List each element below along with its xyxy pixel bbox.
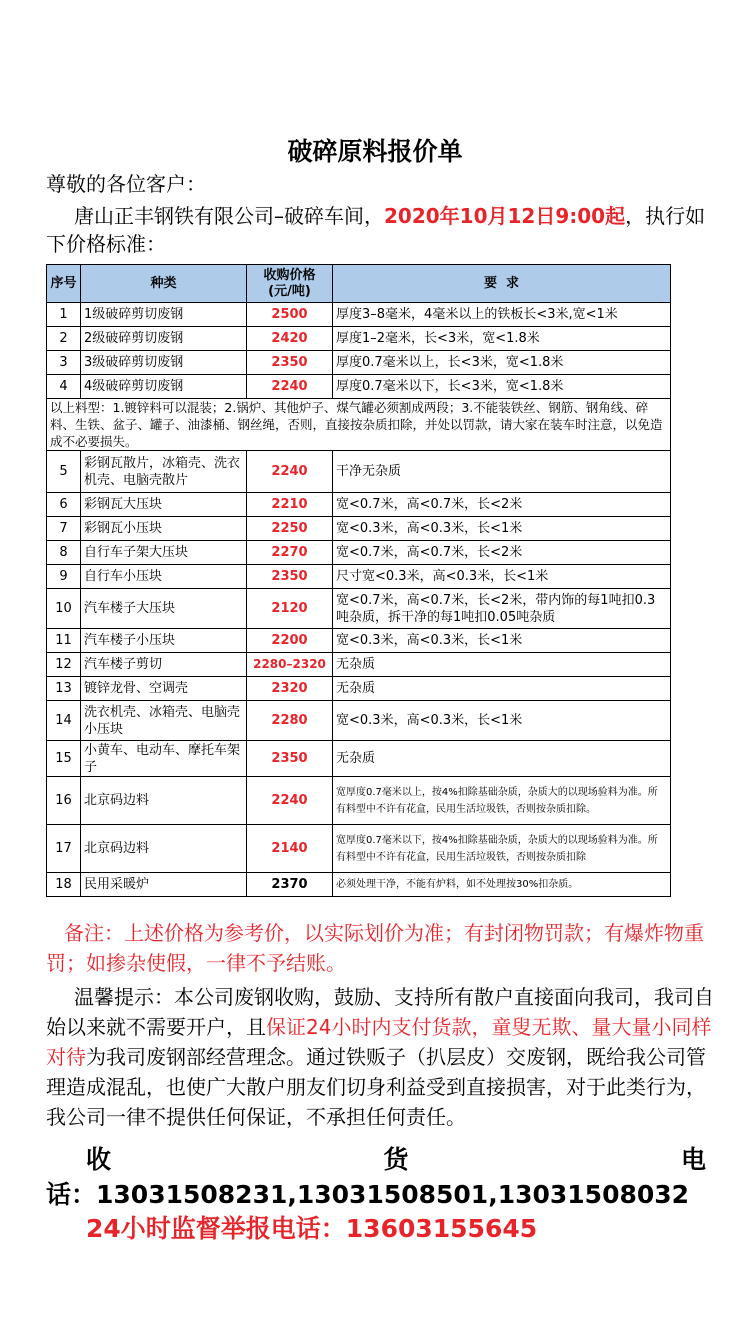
cell-type: 1级破碎剪切废钢: [81, 303, 247, 327]
cell-no: 5: [47, 451, 81, 493]
cell-price: 2210: [247, 493, 333, 517]
table-row: [47, 589, 671, 629]
cell-no: 16: [47, 777, 81, 825]
cell-type: 汽车楼子剪切: [81, 653, 247, 677]
cell-requirement: 厚度1–2毫米，长<3米，宽<1.8米: [333, 327, 671, 351]
table-row: [47, 629, 671, 653]
cell-no: 4: [47, 375, 81, 399]
header-no: 序号: [47, 265, 81, 303]
cell-no: 18: [47, 873, 81, 897]
table-row: [47, 825, 671, 873]
cell-price: 2120: [247, 589, 333, 629]
cell-price: 2240: [247, 777, 333, 825]
cell-requirement: 宽<0.3米，高<0.3米，长<1米: [333, 517, 671, 541]
table-row: [47, 493, 671, 517]
tel-numbers: 13031508231,13031508501,13031508032: [96, 1180, 690, 1209]
tip-text-2: 为我司废钢部经营理念。通过铁贩子（扒层皮）交废钢，既给我公司管理造成混乱，也使广大散户朋友们切身利益受到直接损害，对于此类行为，我公司一律不提供任何保证，不承担任何责任。: [46, 1045, 706, 1129]
cell-no: 3: [47, 351, 81, 375]
material-note-row: [47, 399, 671, 451]
cell-no: 6: [47, 493, 81, 517]
cell-type: 彩钢瓦大压块: [81, 493, 247, 517]
header-type: 种类: [81, 265, 247, 303]
table-row: [47, 741, 671, 777]
tip-highlight-fair: 童叟无欺、量大量小同样对待: [46, 1015, 712, 1069]
cell-no: 2: [47, 327, 81, 351]
effective-date: 2020年10月12日9:00起: [384, 204, 626, 228]
intro-company: 唐山正丰钢铁有限公司–破碎车间，: [74, 204, 384, 228]
cell-no: 13: [47, 677, 81, 701]
cell-requirement: 必须处理干净，不能有炉料，如不处理按30%扣杂质。: [333, 873, 671, 897]
cell-requirement: 无杂质: [333, 677, 671, 701]
table-row: [47, 873, 671, 897]
cell-requirement: 无杂质: [333, 741, 671, 777]
cell-price: 2250: [247, 517, 333, 541]
cell-requirement: 宽<0.7米，高<0.7米，长<2米: [333, 541, 671, 565]
cell-price: 2240: [247, 375, 333, 399]
cell-type: 彩钢瓦散片，冰箱壳、洗衣机壳、电脑壳散片: [81, 451, 247, 493]
table-row: [47, 351, 671, 375]
tel-label: 话：: [46, 1180, 97, 1209]
receiving-char-3: 电: [680, 1145, 706, 1174]
cell-type: 4级破碎剪切废钢: [81, 375, 247, 399]
table-row: [47, 303, 671, 327]
cell-requirement: 厚度0.7毫米以上，长<3米，宽<1.8米: [333, 351, 671, 375]
cell-type: 2级破碎剪切废钢: [81, 327, 247, 351]
cell-requirement: 宽厚度0.7毫米以下，按4%扣除基础杂质，杂质大的以现场验料为准。所有料型中不许有花盒，民用生活垃圾铁，否则按杂质扣除: [333, 825, 671, 873]
receiving-char-1: 收: [86, 1145, 112, 1174]
table-row: [47, 565, 671, 589]
cell-type: 3级破碎剪切废钢: [81, 351, 247, 375]
table-header-row: [47, 265, 671, 303]
tip-comma: ，: [471, 1015, 492, 1039]
cell-price: 2280–2320: [247, 653, 333, 677]
cell-requirement: 宽厚度0.7毫米以上，按4%扣除基础杂质，杂质大的以现场验料为准。所有料型中不许有花盒，民用生活垃圾铁，否则按杂质扣除。: [333, 777, 671, 825]
cell-requirement: 宽<0.7米，高<0.7米，长<2米，带内饰的每1吨扣0.3吨杂质，拆干净的每1吨扣0.05吨杂质: [333, 589, 671, 629]
cell-price: 2370: [247, 873, 333, 897]
intro-after: ，执行如下价格标准：: [46, 204, 706, 256]
cell-no: 9: [47, 565, 81, 589]
cell-type: 彩钢瓦小压块: [81, 517, 247, 541]
warm-tip: [46, 982, 716, 1132]
cell-type: 小黄车、电动车、摩托车架子: [81, 741, 247, 777]
cell-no: 11: [47, 629, 81, 653]
cell-no: 15: [47, 741, 81, 777]
cell-price: 2270: [247, 541, 333, 565]
cell-no: 7: [47, 517, 81, 541]
cell-price: 2240: [247, 451, 333, 493]
cell-price: 2350: [247, 741, 333, 777]
receiving-phone: [46, 1175, 689, 1211]
cell-price: 2200: [247, 629, 333, 653]
cell-type: 自行车子架大压块: [81, 541, 247, 565]
cell-type: 汽车楼子大压块: [81, 589, 247, 629]
cell-type: 北京码边料: [81, 777, 247, 825]
cell-price: 2420: [247, 327, 333, 351]
cell-no: 17: [47, 825, 81, 873]
table-row: [47, 375, 671, 399]
table-row: [47, 327, 671, 351]
price-table: [46, 264, 671, 897]
material-note: 以上料型：1.镀锌料可以混装；2.锅炉、其他炉子、煤气罐必须割成两段；3.不能装铁丝、钢筋、钢角线、碎料、生铁、盆子、罐子、油漆桶、钢丝绳，否则，直接按杂质扣除，并处以罚款，请大家在装车时注意，以免造成不必要损失。: [47, 399, 671, 451]
tip-text-1: 温馨提示：本公司废钢收购，鼓励、支持所有散户直接面向我司，我司自始以来就不需要开户，且: [46, 985, 714, 1039]
cell-type: 自行车小压块: [81, 565, 247, 589]
cell-price: 2350: [247, 351, 333, 375]
cell-type: 洗衣机壳、冰箱壳、电脑壳小压块: [81, 701, 247, 741]
cell-no: 14: [47, 701, 81, 741]
cell-price: 2140: [247, 825, 333, 873]
report-hotline: 24小时监督举报电话：13603155645: [86, 1214, 538, 1243]
remark: 备注：上述价格为参考价，以实际划价为准；有封闭物罚款；有爆炸物重罚；如掺杂使假，一律不予结账。: [46, 921, 704, 975]
table-row: [47, 653, 671, 677]
cell-no: 1: [47, 303, 81, 327]
cell-requirement: 宽<0.7米，高<0.7米，长<2米: [333, 493, 671, 517]
header-requirement: 要 求: [333, 265, 671, 303]
cell-price: 2280: [247, 701, 333, 741]
page-title: 破碎原料报价单: [287, 137, 463, 166]
tip-highlight-payment: 保证24小时内支付货款: [266, 1015, 472, 1039]
cell-no: 8: [47, 541, 81, 565]
table-row: [47, 451, 671, 493]
table-row: [47, 517, 671, 541]
cell-price: 2350: [247, 565, 333, 589]
intro-paragraph: [46, 202, 706, 258]
cell-requirement: 宽<0.3米，高<0.3米，长<1米: [333, 701, 671, 741]
table-row: [47, 777, 671, 825]
receiving-label: [46, 1140, 706, 1176]
receiving-char-2: 货: [383, 1145, 409, 1174]
cell-no: 10: [47, 589, 81, 629]
cell-requirement: 无杂质: [333, 653, 671, 677]
table-row: [47, 541, 671, 565]
cell-type: 民用采暖炉: [81, 873, 247, 897]
cell-price: 2500: [247, 303, 333, 327]
cell-requirement: 厚度3–8毫米，4毫米以上的铁板长<3米,宽<1米: [333, 303, 671, 327]
cell-requirement: 宽<0.3米，高<0.3米，长<1米: [333, 629, 671, 653]
cell-no: 12: [47, 653, 81, 677]
header-price: 收购价格 (元/吨): [247, 265, 333, 303]
cell-type: 北京码边料: [81, 825, 247, 873]
table-row: [47, 677, 671, 701]
cell-requirement: 干净无杂质: [333, 451, 671, 493]
cell-type: 镀锌龙骨、空调壳: [81, 677, 247, 701]
greeting: 尊敬的各位客户：: [46, 172, 206, 196]
cell-requirement: 厚度0.7毫米以下，长<3米，宽<1.8米: [333, 375, 671, 399]
cell-requirement: 尺寸宽<0.3米，高<0.3米，长<1米: [333, 565, 671, 589]
table-row: [47, 701, 671, 741]
cell-price: 2320: [247, 677, 333, 701]
cell-type: 汽车楼子小压块: [81, 629, 247, 653]
